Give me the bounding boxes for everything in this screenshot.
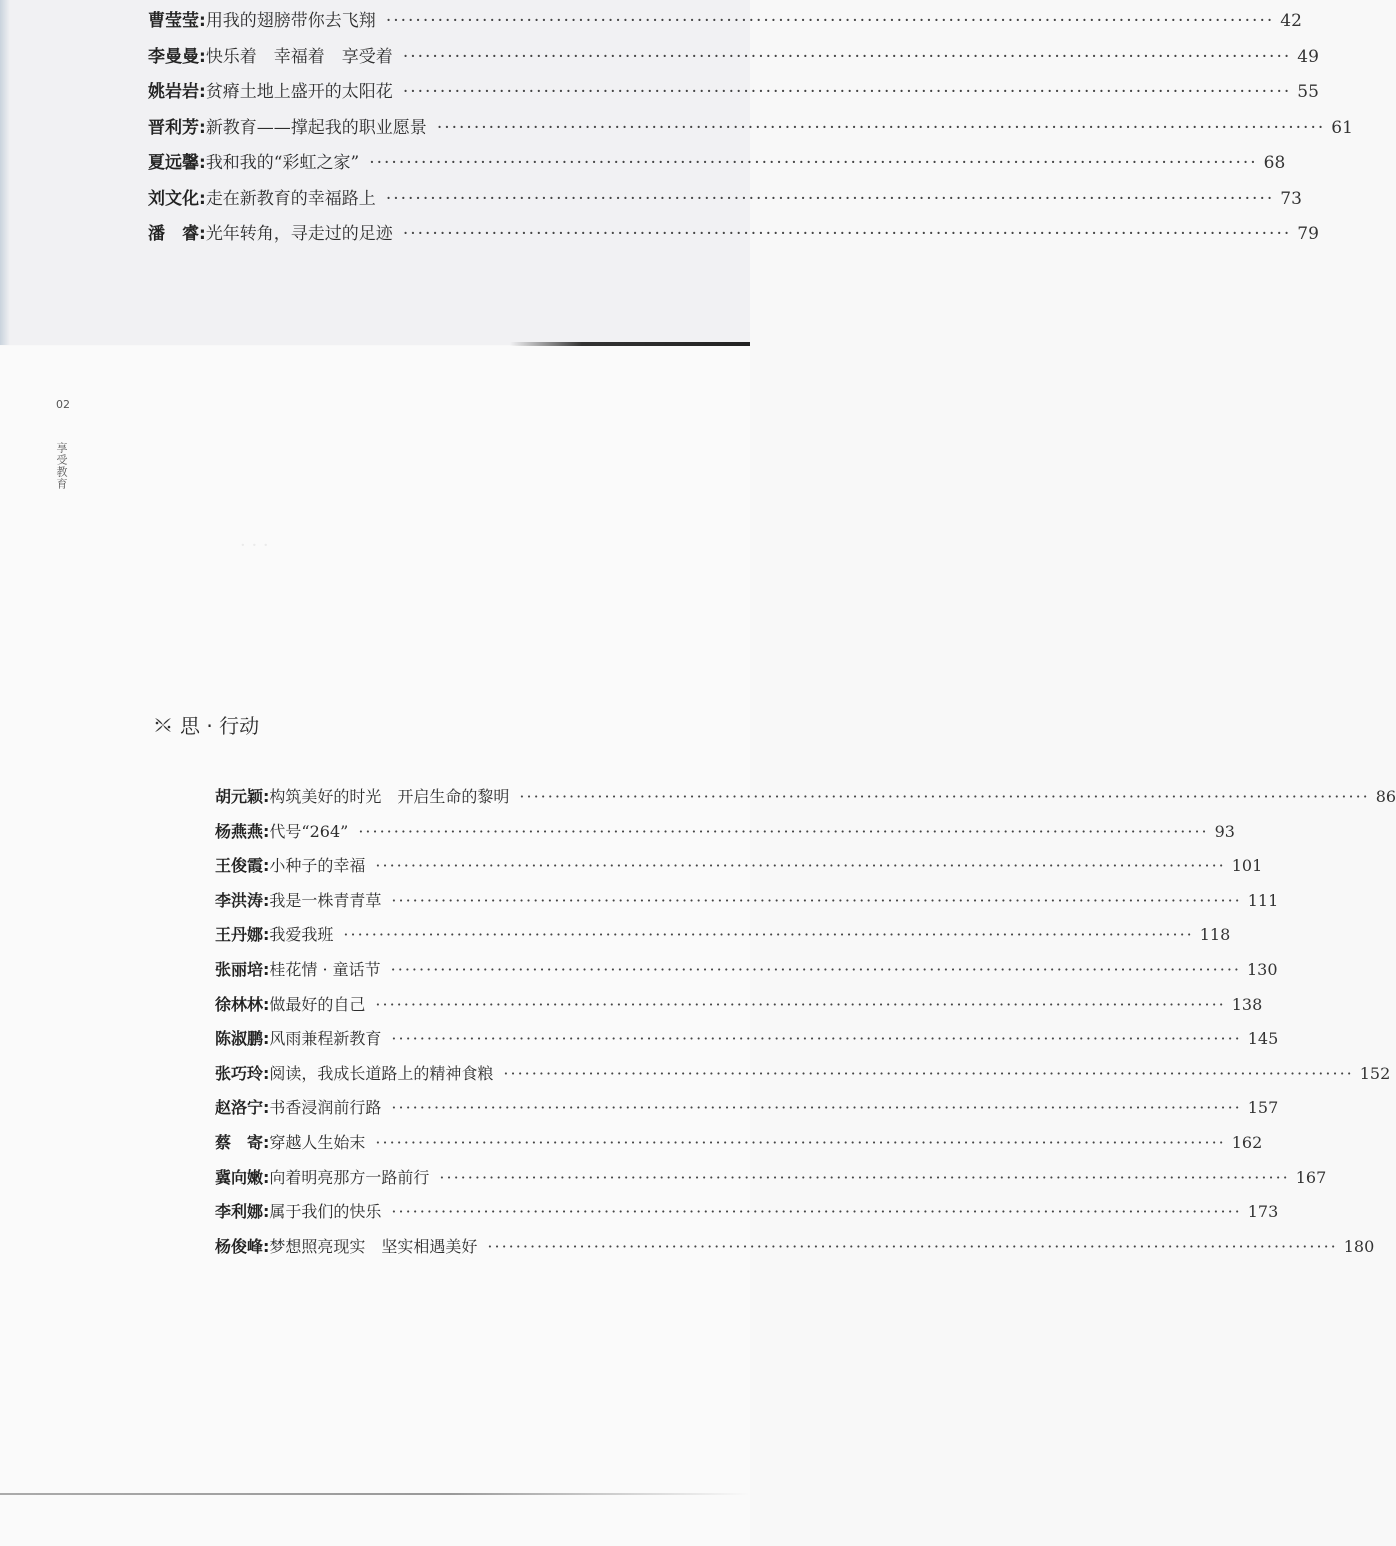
toc-title: 用我的翅膀带你去飞翔 [205,11,376,31]
bleed-through-text: · · · [240,535,269,556]
toc-leader-dots: ························································································································ [391,890,1242,910]
toc-page-number: 173 [1247,1202,1279,1222]
toc-entry [148,184,1302,209]
lower-page [0,346,750,1546]
toc-author: 陈淑鹏: [215,1029,270,1049]
toc-title: 小种子的幸福 [269,856,366,876]
toc-author: 蔡 寄: [215,1133,270,1152]
toc-leader-dots: ························································································································ [436,117,1326,138]
toc-page-number: 79 [1297,224,1319,244]
flourish-icon [152,714,174,736]
bottom-rule [0,1493,750,1495]
toc-title: 走在新教育的幸福路上 [205,188,376,209]
toc-title: 我是一株青青草 [269,890,382,910]
toc-leader-dots: ························································································································ [369,153,1258,173]
section-title: 思 · 行动 [180,714,260,738]
toc-leader-dots: ························································································································ [391,1029,1242,1049]
toc-title: 我爱我班 [269,925,334,945]
toc-entry [148,6,1302,31]
toc-title: 贫瘠土地上盛开的太阳花 [205,82,393,102]
running-book-title: 享受教育 [55,442,68,490]
toc-page-number: 162 [1231,1133,1263,1152]
toc-title: 快乐着 幸福着 享受着 [205,46,393,67]
toc-leader-dots: ························································································································ [390,960,1241,979]
toc-page-number: 130 [1246,960,1278,979]
toc-page-number: 49 [1297,46,1319,67]
toc-leader-dots: ························································································································ [487,1236,1338,1256]
toc-leader-dots: ························································································································ [439,1167,1290,1187]
toc-leader-dots: ························································································································ [358,821,1209,841]
toc-author: 李利娜: [215,1202,270,1222]
toc-entry [148,148,1286,173]
page-edge-shadow [0,0,10,345]
toc-author: 冀向嫩: [215,1167,270,1187]
toc-leader-dots: ························································································································ [402,46,1292,67]
toc-title: 向着明亮那方一路前行 [269,1167,430,1187]
toc-title: 光年转角，寻走过的足迹 [205,224,393,244]
toc-page-number: 118 [1199,925,1231,945]
toc-entry [215,957,1278,980]
toc-page-number: 167 [1295,1167,1327,1187]
toc-title: 穿越人生始末 [269,1133,366,1152]
toc-author: 赵洛宁: [215,1098,270,1118]
running-page-number: 02 [56,398,70,411]
toc-entry [148,113,1353,138]
toc-author: 潘 睿: [148,224,206,244]
toc-title: 梦想照亮现实 坚实相遇美好 [269,1236,478,1256]
toc-entry [148,77,1319,102]
toc-leader-dots: ························································································································ [402,82,1292,102]
toc-page-number: 138 [1231,994,1263,1014]
toc-author: 张巧玲: [215,1063,270,1083]
toc-author: 王俊霞: [215,856,270,876]
toc-title: 阅读，我成长道路上的精神食粮 [269,1063,494,1083]
toc-page-number: 68 [1263,153,1286,173]
toc-author: 李洪涛: [215,890,270,910]
toc-author: 曹莹莹: [148,11,206,31]
toc-leader-dots: ························································································································ [391,1098,1242,1118]
toc-leader-dots: ························································································································ [402,224,1292,244]
toc-page-number: 145 [1247,1029,1279,1049]
toc-leader-dots: ························································································································ [385,188,1275,209]
toc-title: 风雨兼程新教育 [269,1029,382,1049]
toc-entry [215,888,1279,911]
toc-author: 姚岩岩: [148,82,206,102]
toc-leader-dots: ························································································································ [385,11,1275,31]
toc-page-number: 111 [1247,890,1279,910]
toc-page-number: 101 [1231,856,1263,876]
toc-entry [215,1165,1327,1188]
toc-author: 李曼曼: [148,46,206,67]
toc-title: 我和我的“彩虹之家” [205,153,360,173]
toc-entry [215,1061,1391,1084]
toc-entry [215,1026,1279,1049]
toc-leader-dots: ························································································································ [375,1133,1226,1152]
toc-author: 刘文化: [148,188,206,209]
toc-entry [215,922,1231,945]
toc-entry [215,1234,1375,1257]
toc-page-number: 73 [1280,188,1302,209]
section-heading [152,710,259,739]
toc-title: 书香浸润前行路 [269,1098,382,1118]
toc-page-number: 55 [1297,82,1319,102]
toc-author: 杨燕燕: [215,821,270,841]
toc-leader-dots: ························································································································ [375,856,1226,876]
toc-title: 桂花情 · 童话节 [269,960,381,979]
toc-author: 王丹娜: [215,925,270,945]
toc-entry [148,219,1319,244]
toc-entry [215,853,1263,876]
toc-leader-dots: ························································································································ [343,925,1194,945]
toc-entry [215,1199,1279,1222]
toc-author: 夏远馨: [148,153,206,173]
toc-entry [215,992,1263,1015]
toc-leader-dots: ························································································································ [519,787,1370,806]
toc-author: 徐林林: [215,994,270,1014]
toc-entry [215,784,1396,807]
toc-author: 张丽培: [215,960,270,979]
toc-entry [215,1095,1279,1118]
toc-entry [215,1130,1263,1153]
toc-title: 做最好的自己 [269,994,366,1014]
toc-title: 构筑美好的时光 开启生命的黎明 [269,787,510,806]
toc-page-number: 157 [1247,1098,1279,1118]
toc-page-number: 152 [1359,1063,1391,1083]
toc-leader-dots: ························································································································ [503,1063,1354,1083]
toc-title: 新教育——撑起我的职业愿景 [205,117,427,138]
toc-entry [148,42,1319,67]
toc-page-number: 180 [1343,1236,1375,1256]
toc-title: 代号“264” [269,821,349,841]
toc-title: 属于我们的快乐 [269,1202,382,1222]
toc-page-number: 93 [1214,821,1235,841]
toc-leader-dots: ························································································································ [375,994,1226,1014]
toc-author: 胡元颖: [215,787,270,806]
toc-leader-dots: ························································································································ [391,1202,1242,1222]
upper-page [0,0,1353,345]
toc-author: 晋利芳: [148,117,206,138]
toc-page-number: 61 [1331,117,1353,138]
toc-page-number: 86 [1375,787,1396,806]
toc-entry [215,819,1235,842]
toc-page-number: 42 [1280,11,1302,31]
toc-author: 杨俊峰: [215,1236,270,1256]
